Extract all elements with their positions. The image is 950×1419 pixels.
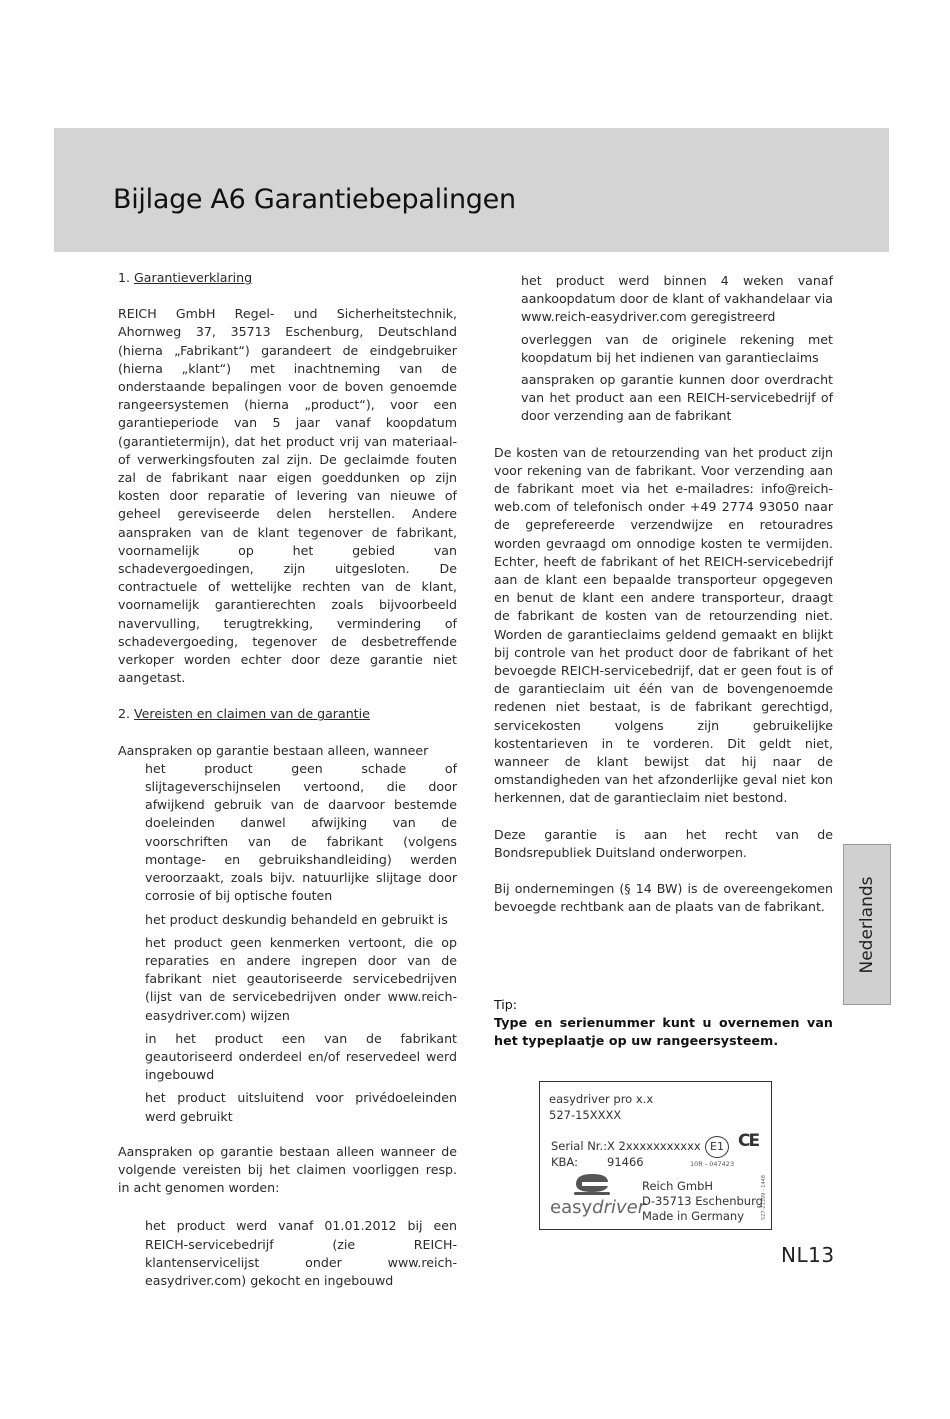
conditions-intro: Aanspraken op garantie bestaan alleen, wanneer [118, 742, 429, 758]
section-2-number: 2. [118, 706, 131, 722]
easydriver-logo-icon [570, 1172, 614, 1198]
requirement-item: overleggen van de originele rekening met koopdatum bij het indienen van garantieclaims [521, 331, 833, 365]
requirements-list-part1 [118, 1217, 457, 1290]
requirement-item: aanspraken op garantie kunnen door overdracht van het product aan een REICH-servicebedrijf of door verzending aan de fabrikant [521, 372, 833, 424]
language-label: Nederlands [857, 876, 877, 973]
requirements-intro: Aanspraken op garantie bestaan alleen wanneer de volgende vereisten bij het claimen voorliggen resp. in acht genomen worden: [118, 1143, 457, 1196]
plate-serial-label: Serial Nr.: [551, 1139, 608, 1153]
section-1-number: 1. [118, 270, 131, 285]
ce-mark-icon: CE [738, 1131, 759, 1151]
tip-label: Tip: [494, 997, 518, 1012]
plate-kba-label: KBA: [551, 1155, 578, 1169]
condition-item: in het product een van de fabrikant geautoriseerd onderdeel en/of reservedeel werd ingebouwd [145, 1030, 457, 1083]
section-1-heading [118, 269, 457, 287]
plate-serial-value: X 2xxxxxxxxxxx [607, 1139, 701, 1153]
return-costs-paragraph: De kosten van de retourzending van het product zijn voor rekening van de fabrikant. Voor verzending aan de fabrikant moet via het e-mailadres: info@reich-web.com of telefonisch onder +49 2774 93050 naar de geprefereerde verzendwijze en retouradres worden gevraagd om onnodige kosten te vermijden. Echter, heeft de fabrikant of het REICH-servicebedrijf aan de klant een bepaalde transporteur opgegeven en benut de klant een andere transporteur, draagt de fabrikant de kosten van de retourzending niet. Worden de garantieclaims geldend gemaakt en blijkt bij controle van het product door de fabrikant of het bevoegde REICH-servicebedrijf, dat er geen fout is of de garantieclaim uit één van de bovengenoemde redenen niet bestaat, is de fabrikant gerechtigd, servicekosten volgens zijn gebruikelijke kostentarieven in te vorderen. Dit geldt niet, wanneer de klant bewijst dat hij naar de omstandigheden van het afzonderlijke geval niet kon herkennen, dat de garantieclaim niet bestond. [494, 444, 833, 806]
section-1-title: Garantieverklaring [134, 270, 253, 285]
header-band [54, 128, 889, 252]
section-2-title: Vereisten en claimen van de garantie [134, 706, 370, 722]
condition-item: het product deskundig behandeld en gebruikt is [145, 911, 448, 927]
condition-item: het product uitsluitend voor privédoeleinden werd gebruikt [145, 1090, 457, 1124]
warranty-statement: REICH GmbH Regel- und Sicherheitstechnik, Ahornweg 37, 35713 Eschenburg, Deutschland (hierna „Fabrikant“) garandeert de eindgebruiker (hierna „klant“) met inachtneming van de onderstaande bepalingen voor de boven genoemde rangeersystemen (hierna „product“), voor een garantieperiode van 5 jaar vanaf koopdatum (garantietermijn), dat het product vrij van materiaal- of verwerkingsfouten zal zijn. De geclaimde fouten zal de fabrikant naar eigen goeddunken op zijn kosten door reparatie of levering van nieuwe of geheel gereviseerde delen herstellen. Andere aanspraken van de klant tegenover de fabrikant, voornamelijk op het gebied van schadevergoedingen, zijn uitgesloten. De contractuele of wettelijke rechten van de klant, voornamelijk garantierechten zoals bijvoorbeeld navervulling, terugtrekking, vermindering of schadevergoeding, tegenover de desbetreffende verkoper worden echter door deze garantie niet aangetast. [118, 306, 457, 686]
brand-wordmark-italic: driver [592, 1197, 646, 1218]
governing-law-paragraph: Deze garantie is aan het recht van de Bondsrepubliek Duitsland onderworpen. [494, 826, 833, 860]
brand-wordmark-light: easy [550, 1197, 593, 1218]
condition-item: het product geen kenmerken vertoont, die op reparaties en andere ingrepen door van de fabrikant niet geautoriseerde servicebedrijven (lijst van de servicebedrijven onder www.reich-easydriver.com) wijzen [145, 934, 457, 1023]
plate-number: 527-15XXXX [549, 1108, 622, 1122]
requirement-item: het product werd binnen 4 weken vanaf aankoopdatum door de klant of vakhandelaar via www.reich-easydriver.com geregistreerd [521, 273, 833, 325]
requirements-list-part2 [494, 272, 833, 426]
language-side-tab [843, 844, 891, 1005]
plate-vertical-code: 527-21399 - 1448 [761, 1175, 767, 1220]
condition-item: het product geen schade of slijtageverschijnselen vertoond, die door afwijkend gebruik van de daarvoor bestemde doeleinden danwel afwijking van de voorschriften van de fabrikant (volgens montage- en gebruikshandleiding) werden veroorzaakt, zoals bijv. natuurlijke slijtage door corrosie of bij optische fouten [145, 760, 457, 904]
brand-wordmark [550, 1197, 646, 1218]
e-mark-icon: E1 [705, 1136, 729, 1158]
tip-box [494, 996, 833, 1051]
section-2-heading [118, 705, 457, 723]
plate-address: D-35713 Eschenburg [642, 1194, 763, 1208]
plate-model: easydriver pro x.x [549, 1092, 654, 1106]
page-title: Bijlage A6 Garantiebepalingen [113, 184, 516, 215]
plate-kba-value: 91466 [607, 1155, 644, 1169]
plate-origin: Made in Germany [642, 1209, 744, 1223]
plate-company: Reich GmbH [642, 1179, 714, 1193]
type-plate-illustration [539, 1081, 772, 1230]
right-column [494, 272, 833, 917]
tip-text: Type en serienummer kunt u overnemen van het typeplaatje op uw rangeersysteem. [494, 1015, 833, 1049]
jurisdiction-paragraph: Bij ondernemingen (§ 14 BW) is de overeengekomen bevoegde rechtbank aan de plaats van de fabrikant. [494, 881, 833, 915]
plate-approval-code: 10R - 047423 [690, 1160, 735, 1168]
page-number: NL13 [781, 1243, 835, 1267]
left-column [118, 269, 457, 1295]
requirement-item: het product werd vanaf 01.01.2012 bij een REICH-servicebedrijf (zie REICH-klantenservicelijst onder www.reich-easydriver.com) gekocht en ingebouwd [145, 1218, 457, 1288]
conditions-list [118, 760, 457, 1126]
